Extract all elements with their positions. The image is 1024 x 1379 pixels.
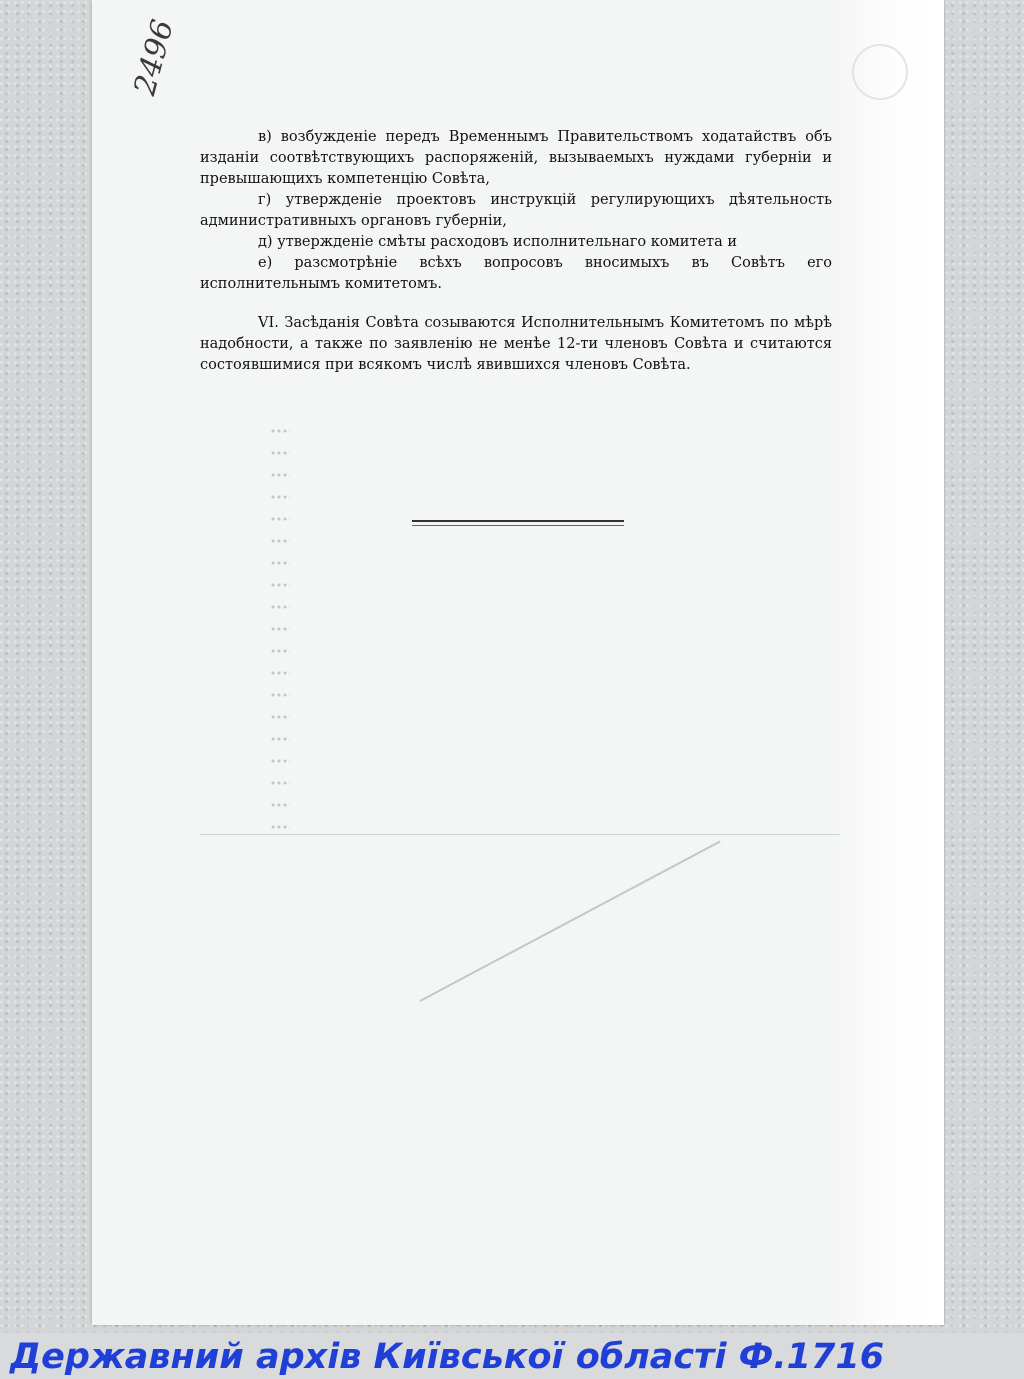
bleed-through-rule — [200, 834, 840, 835]
bleed-through-dots — [270, 420, 290, 840]
paragraph-g: г) утвержденіе проектовъ инструкцій регулирующихъ дѣятельность административныхъ органовъ губерніи, — [200, 192, 832, 229]
embossed-stamp — [852, 44, 908, 100]
archive-watermark: Державний архів Київської області Ф.1716 — [10, 1337, 885, 1377]
paragraph-e: е) разсмотрѣніе всѣхъ вопросовъ вносимыхъ въ Совѣтъ его исполнительнымъ комитетомъ. — [200, 255, 832, 292]
handwritten-folio-number: 2496 — [127, 16, 181, 99]
paragraph-vi: VI. Засѣданія Совѣта созываются Исполнительнымъ Комитетомъ по мѣрѣ надобности, а также по заявленію не менѣе 12-ти членовъ Совѣта и считаются состоявшимися при всякомъ числѣ явившихся членовъ Совѣта. — [200, 315, 832, 373]
paragraph-d: д) утвержденіе смѣты расходовъ исполнительнаго комитета и — [258, 234, 737, 250]
section-divider — [412, 520, 624, 526]
document-body — [200, 127, 832, 376]
paragraph-v: в) возбужденіе передъ Временнымъ Правительствомъ ходатайствъ объ изданіи соотвѣтствующихъ распоряженій, вызываемыхъ нуждами губерніи и превышающихъ компетенцію Совѣта, — [200, 129, 832, 187]
page-edge-fade — [834, 0, 944, 1325]
